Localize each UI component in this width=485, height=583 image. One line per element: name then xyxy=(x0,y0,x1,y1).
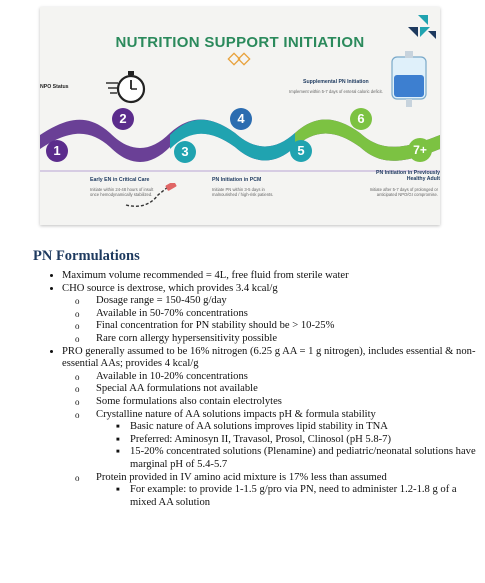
healthy-desc: Initiate after 5-7 days of prolonged or anticipated NPO/GI compromise. xyxy=(369,187,438,197)
step-5: 5 xyxy=(290,140,312,162)
early-en-title: Early EN in Critical Care xyxy=(90,177,150,183)
list-item: • CHO source is dextrose, which provides 3.4 kcal/g o Dosage range = 150-450 g/day o Available in 50-70% concentrations o Final concentration for PN stability should be > 10-25% o Rare corn allergy hypersensitivity possible xyxy=(62,283,482,346)
sub-list-item: o Protein provided in IV amino acid mixture is 17% less than assumed ■ For example: to provide 1-1.5 g/pro via PN, need to administer 1.2-1.8 g of a mixed AA solution xyxy=(96,472,482,510)
iv-bag-icon xyxy=(388,51,432,109)
step-6: 6 xyxy=(350,108,372,130)
sub-list-item: o Rare corn allergy hypersensitivity possible xyxy=(96,333,482,346)
sub-list-item: o Crystalline nature of AA solutions impacts pH & formula stability ■ Basic nature of AA solutions improves lipid stability in TNA ■ Preferred: Aminosyn II, Travasol, Prosol, Clinosol (pH 5.8-7) ■ 15-20% concentrated solutions (Plenamine) and pediatric/neonatal solutions have marginal pH of 5.4-5.7 xyxy=(96,409,482,472)
healthy-title: PN Initiation in Previously Healthy Adult xyxy=(376,170,440,182)
supplemental-title: Supplemental PN Initiation xyxy=(303,79,369,85)
sub-list-item: o Special AA formulations not available xyxy=(96,383,482,396)
sub-sub-list-item: ■ Preferred: Aminosyn II, Travasol, Prosol, Clinosol (pH 5.8-7) xyxy=(130,434,482,447)
stopwatch-icon xyxy=(104,67,148,107)
feeding-tube-icon xyxy=(122,183,182,211)
sub-list-item: o Some formulations also contain electrolytes xyxy=(96,396,482,409)
pcm-desc: Initiate PN within 3-5 days in malnourished / high-risk patients. xyxy=(212,187,274,197)
step-2: 2 xyxy=(112,108,134,130)
step-7: 7+ xyxy=(408,138,432,162)
supplemental-desc: Implement within 5-7 days of enteral caloric deficit. xyxy=(289,89,383,94)
sub-list-item: o Available in 10-20% concentrations xyxy=(96,371,482,384)
infographic xyxy=(40,7,440,225)
section-heading: PN Formulations xyxy=(33,248,140,264)
sub-list-item: o Final concentration for PN stability should be > 10-25% xyxy=(96,320,482,333)
formulations-list xyxy=(34,270,482,509)
early-en-desc: Initiate within 24-48 hours of insult once hemodynamically stabilized. xyxy=(90,187,154,197)
list-item: • PRO generally assumed to be 16% nitrogen (6.25 g AA = 1 g nitrogen), includes essential & non-essential AAs; provides 4 kcal/g o Available in 10-20% concentrations o Special AA formulations not available o Some formulations also contain electrolytes o Crystalline nature of AA solutions impacts pH & formula stability ■ Basic nature of AA solutions improves lipid stability in TNA ■ Preferred: Aminosyn II, Travasol, Prosol, Clinosol (pH 5.8-7) ■ 15-20% concentrated solutions (Plenamine) and pediatric/neonatal solutions have marginal pH of 5.4-5.7 o Protein provided in IV amino acid mixture is 17% less than assumed ■ For example: to provide 1-1.5 g/pro via PN, need to administer 1.2-1.8 g of a mixed AA solution xyxy=(62,346,482,510)
sub-list-item: o Available in 50-70% concentrations xyxy=(96,308,482,321)
infographic-title: NUTRITION SUPPORT INITIATION xyxy=(115,34,365,51)
npo-status-label: NPO Status xyxy=(40,84,69,90)
sub-list-item: o Dosage range = 150-450 g/day xyxy=(96,295,482,308)
diamond-ornament xyxy=(226,52,254,66)
sub-sub-list-item: ■ Basic nature of AA solutions improves lipid stability in TNA xyxy=(130,421,482,434)
sub-sub-list-item: ■ For example: to provide 1-1.5 g/pro via PN, need to administer 1.2-1.8 g of a mixed AA solution xyxy=(130,484,482,509)
list-item: • Maximum volume recommended = 4L, free fluid from sterile water xyxy=(62,270,482,283)
step-1: 1 xyxy=(46,140,68,162)
step-3: 3 xyxy=(174,141,196,163)
pcm-title: PN Initiation in PCM xyxy=(212,177,262,183)
sub-sub-list-item: ■ 15-20% concentrated solutions (Plenamine) and pediatric/neonatal solutions have marginal pH of 5.4-5.7 xyxy=(130,446,482,471)
step-4: 4 xyxy=(230,108,252,130)
